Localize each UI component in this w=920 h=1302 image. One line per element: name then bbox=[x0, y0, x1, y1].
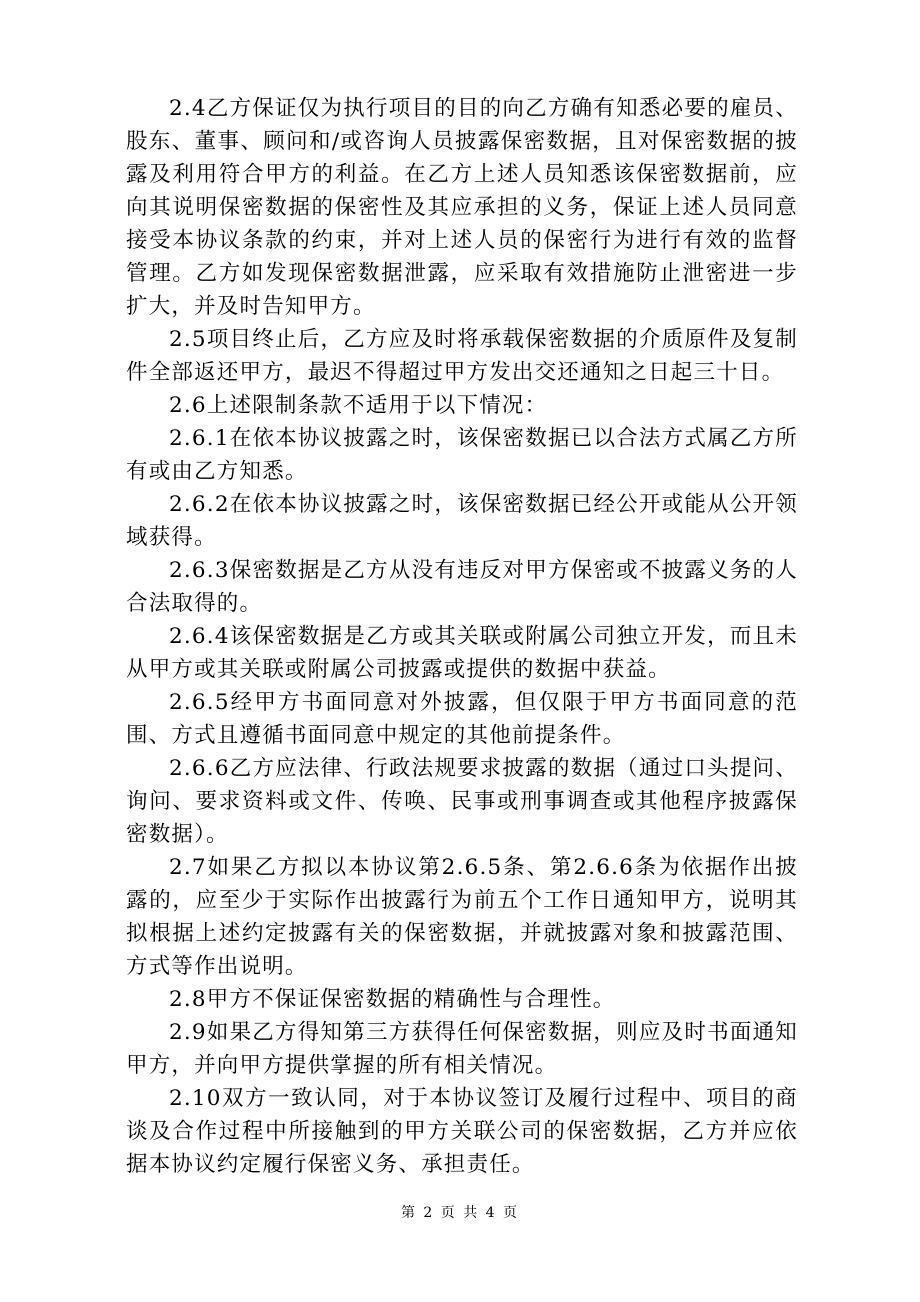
clause-2-4: 2.4乙方保证仅为执行项目的目的向乙方确有知悉必要的雇员、股东、董事、顾问和/或咨询人员披露保密数据，且对保密数据的披露及利用符合甲方的利益。在乙方上述人员知悉该保密数据前，应向其说明保密数据的保密性及其应承担的义务，保证上述人员同意接受本协议条款的约束，并对上述人员的保密行为进行有效的监督管理。乙方如发现保密数据泄露，应采取有效措施防止泄密进一步扩大，并及时告知甲方。 bbox=[126, 96, 798, 319]
clause-2-6-1: 2.6.1在依本协议披露之时，该保密数据已以合法方式属乙方所有或由乙方知悉。 bbox=[126, 426, 798, 484]
clause-2-6-5: 2.6.5经甲方书面同意对外披露，但仅限于甲方书面同意的范围、方式且遵循书面同意中规定的其他前提条件。 bbox=[126, 690, 798, 748]
clause-2-5: 2.5项目终止后，乙方应及时将承载保密数据的介质原件及复制件全部返还甲方，最迟不得超过甲方发出交还通知之日起三十日。 bbox=[126, 327, 798, 385]
page-number-footer: 第 2 页 共 4 页 bbox=[400, 1205, 520, 1221]
clause-2-7: 2.7如果乙方拟以本协议第2.6.5条、第2.6.6条为依据作出披露的，应至少于实际作出披露行为前五个工作日通知甲方，说明其拟根据上述约定披露有关的保密数据，并就披露对象和披露范围、方式等作出说明。 bbox=[126, 855, 798, 979]
clause-2-6-6: 2.6.6乙方应法律、行政法规要求披露的数据（通过口头提问、询问、要求资料或文件、传唤、民事或刑事调查或其他程序披露保密数据）。 bbox=[126, 756, 798, 847]
clause-2-6: 2.6上述限制条款不适用于以下情况： bbox=[169, 393, 548, 418]
clause-2-10: 2.10双方一致认同，对于本协议签订及履行过程中、项目的商谈及合作过程中所接触到的甲方关联公司的保密数据，乙方并应依据本协议约定履行保密义务、承担责任。 bbox=[126, 1086, 798, 1177]
clause-2-8: 2.8甲方不保证保密数据的精确性与合理性。 bbox=[169, 987, 616, 1012]
clause-2-9: 2.9如果乙方得知第三方获得任何保密数据，则应及时书面通知甲方，并向甲方提供掌握的所有相关情况。 bbox=[126, 1020, 798, 1078]
clause-2-6-2: 2.6.2在依本协议披露之时，该保密数据已经公开或能从公开领域获得。 bbox=[126, 492, 798, 550]
clause-2-6-3: 2.6.3保密数据是乙方从没有违反对甲方保密或不披露义务的人合法取得的。 bbox=[126, 558, 798, 616]
document-body bbox=[126, 92, 798, 1181]
clause-2-6-4: 2.6.4该保密数据是乙方或其关联或附属公司独立开发，而且未从甲方或其关联或附属公司披露或提供的数据中获益。 bbox=[126, 624, 798, 682]
